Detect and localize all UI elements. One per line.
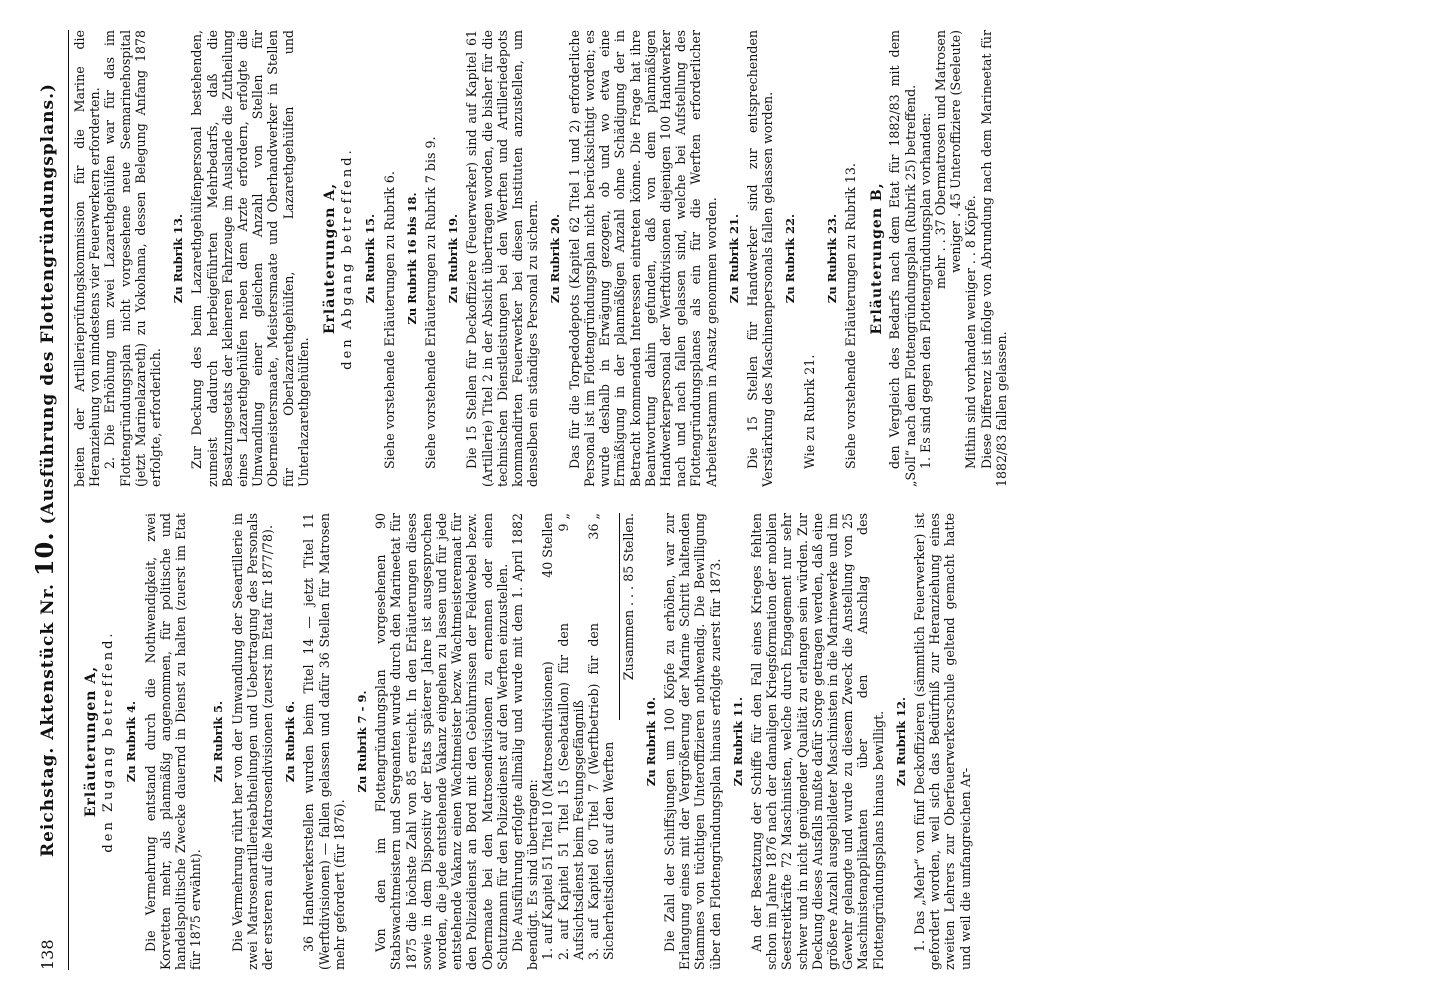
sum-row (619, 513, 636, 970)
list-item-value: 9 „ (555, 513, 571, 532)
paragraph: den Vergleich des Bedarfs nach dem Etat für 1882/83 mit dem „Soll“ nach dem Flottengründungsplan (Rubrik 25) betreffend. (887, 30, 918, 487)
paragraph: Die Zahl der Schiffsjungen um 100 Köpfe zu erhöhen, war zur Erlangung eines mit der Vergrößerung der Marine Schritt haltenden Stammes von tüchtigen Unteroffizieren nothwendig. Die Bewilligung über den Flottengründungsplan hinaus erfolgte zuerst für 1873. (661, 513, 723, 970)
rubrik-heading: Zu Rubrik 22. (783, 213, 798, 304)
rubrik-heading: Zu Rubrik 19. (446, 213, 461, 304)
list-item-text: 3. auf Kapitel 60 Titel 7 (Werftbetrieb) für den Sicherheitsdienst auf den Werften (586, 623, 617, 960)
rubrik-heading: Zu Rubrik 7 - 9. (355, 690, 370, 793)
section-heading: Erläuterungen A, (322, 182, 339, 335)
title-number: 10. (30, 531, 59, 577)
section-subheading: den Abgang betreffend. (340, 147, 356, 370)
rubrik-heading: Zu Rubrik 13. (171, 213, 186, 304)
page-number: 138 (38, 939, 57, 970)
calc-row: mehr . . 37 Obermatrosen und Matrosen (932, 30, 948, 289)
list-item (540, 513, 555, 960)
paragraph: Von den im Flottengründungsplan vorgesehenen 90 Stabswachtmeistern und Sergeanten wurde durch den Marineetat für 1875 die höchste Zahl von 85 erreicht. In den Erläuterungen dieses sowie in dem Dispositiv der Etats späterer Jahre ist ausgesprochen worden, die jede entstehende Vakanz eingehen zu lassen und für jede entstehende Vakanz einen Wachtmeister bezw. Wachtmeisteremaat für den Polizeidienst an Bord mit den Gebührnissen der Feldwebel bezw. Obermaate bei den Matrosendivisionen zu ernennen oder einen Schutzmann für den Polizeidienst auf den Werften einzustellen. (373, 513, 510, 970)
rubrik-heading: Zu Rubrik 21. (726, 213, 741, 304)
rubrik-heading: Zu Rubrik 12. (893, 696, 908, 787)
list-item-value: 40 Stellen (540, 513, 556, 578)
text-columns (72, 30, 1390, 970)
paragraph: 1. Es sind gegen den Flottengründungsplan vorhanden: (917, 112, 933, 469)
paragraph: Die 15 Stellen für Deckoffiziere (Feuerwerker) sind auf Kapitel 61 (Artillerie) Titel 2 in der Absicht übertragen worden, die bisher für die technischen Dienstleistungen bei den Werften und Artilleriedepots kommandirten Feuerwerker bei diesen Instituten anzustellen, um denselben ein ständiges Personal zu sichern. (464, 30, 541, 487)
section-subheading: den Zugang betreffend. (101, 630, 117, 853)
calc-row: weniger . 45 Unteroffiziere (Seeleute) (948, 30, 964, 273)
running-title (30, 30, 59, 910)
paragraph: Die Vermehrung entstand durch die Nothwendigkeit, zwei Korvetten mehr, als planmäßig angenommen, für politische und handelspolitische Zwecke dauernd in Dienst zu halten (zuerst im Etat für 1875 erwähnt). (142, 513, 204, 970)
rubrik-heading: Zu Rubrik 15. (363, 213, 378, 304)
list-item-text: 2. auf Kapitel 51 Titel 15 (Seebataillon) für den Aufsichtsdienst beim Festungsgefängniß (555, 623, 586, 960)
paragraph: An der Besatzung der Schiffe für den Fall eines Krieges fehlten schon im Jahre 1876 nach der damaligen Kriegsformation der mobilen Seestreitkräfte 72 Maschinisten, welche durch Engagement nur sehr schwer und in nicht genügender Qualität zu erlangen sein würden. Zur Deckung dieses Ausfalls mußte dafür Sorge getragen werden, daß eine größere Anzahl ausgebildeter Maschinisten in die Marinewerke und im Gewehr gelangte und wurde zu diesem Zweck die Anstellung von 25 Maschinistenapplikanten über den Anschlag des Flottengründungsplans hinaus bewilligt. (748, 513, 886, 970)
paragraph: Mithin sind vorhanden weniger . . 8 Köpfe. (963, 195, 979, 469)
paragraph: 1. Das „Mehr“ von fünf Deckoffizieren (sämmtlich Feuerwerker) ist gefordert worden, weil sich das Bedürfniß zur Heranziehung eines zweiten Lehrers zur Oberfeuerwerkerschule geltend gemacht hatte und weil die umfangreichen Ar- (911, 513, 973, 970)
paragraph: Diese Differenz ist infolge von Abrundung nach dem Marineetat für 1882/83 fallen gelassen. (978, 30, 1009, 487)
left-column (72, 513, 1390, 970)
rubrik-heading: Zu Rubrik 23. (824, 213, 839, 304)
page-header (30, 30, 69, 970)
paragraph: beiten der Artillerieprüfungskommission für die Marine die Heranziehung von mindestens vier Feuerwerkern erforderten. (72, 30, 103, 487)
rubrik-heading: Zu Rubrik 20. (548, 213, 563, 304)
title-prefix: Reichstag. Aktenstück Nr. (38, 583, 58, 858)
rubrik-heading: Zu Rubrik 6. (283, 700, 298, 783)
rubrik-heading: Zu Rubrik 4. (124, 700, 139, 783)
rubrik-heading: Zu Rubrik 10. (643, 696, 658, 787)
paragraph: Die 15 Stellen für Handwerker sind zur entsprechenden Verstärkung des Maschinenpersonals fallen gelassen worden. (744, 30, 776, 487)
paragraph: Zur Deckung des beim Lazarethgehülfenpersonal bestehenden, zumeist dadurch herbeigeführten Mehrbedarfs, daß die Besatzungsetats der kleineren Fahrzeuge im Auslande die Zutheilung eines Lazarethgehülfen neben dem Arzte erfordern, erfolgte die Umwandlung einer gleichen Anzahl von Stellen für Obermeistersmaate, Meistersmaate und Oberhandwerker in Stellen für Oberlazarethgehülfen, Lazarethgehülfen und Unterlazarethgehülfen. (189, 30, 311, 487)
rubrik-heading: Zu Rubrik 5. (211, 700, 226, 783)
paragraph: Die Ausführung erfolgte allmälig und wurde mit dem 1. April 1882 beendigt. Es sind übertragen: (510, 513, 541, 970)
list-item-text: 1. auf Kapitel 51 Titel 10 (Matrosendivisionen) (540, 661, 556, 960)
list-item-value: 36 „ (586, 513, 602, 540)
rubrik-heading: Zu Rubrik 11. (730, 696, 745, 787)
paragraph: Siehe vorstehende Erläuterungen zu Rubrik 7 bis 9. (423, 136, 439, 469)
section-heading: Erläuterungen B, (869, 182, 886, 335)
sum-total: Zusammen . . . 85 Stellen. (619, 513, 636, 720)
list-item (586, 513, 616, 960)
paragraph: Wie zu Rubrik 21. (801, 354, 817, 469)
rubrik-heading: Zu Rubrik 16 bis 18. (404, 192, 419, 325)
paragraph: Siehe vorstehende Erläuterungen zu Rubrik 13. (842, 163, 858, 469)
section-heading: Erläuterungen A, (83, 665, 99, 818)
paragraph: Die Vermehrung rührt her von der Umwandlung der Seeartillerie in zwei Matrosenartillerieabtheilungen und Uebertragung des Personals der ersteren auf die Matrosendivisionen (zuerst im Etat für 1877/78). (229, 513, 276, 970)
paragraph: 2. Die Erhöhung um zwei Lazarethgehülfen war für das im Flottengründungsplan nicht vorgesehene neue Seemarinehospital (jetzt Marinelazareth) zu Yokohama, dessen Belegung Anfang 1878 erfolgte, erforderlich. (102, 30, 164, 487)
title-suffix: (Ausführung des Flottengründungsplans.) (38, 82, 58, 525)
digitization-credit (1408, 6, 1432, 994)
list-item (556, 513, 586, 960)
right-column (72, 30, 1390, 487)
paragraph: 36 Handwerkerstellen wurden beim Titel 14 — jetzt Titel 11 (Werftdivisionen) — fallen gelassen und dafür 36 Stellen für Matrosen mehr gefordert (für 1876). (301, 513, 347, 970)
paragraph: Siehe vorstehende Erläuterungen zu Rubrik 6. (381, 171, 397, 469)
paragraph: Das für die Torpedodepots (Kapitel 62 Titel 1 und 2) erforderliche Personal ist im Flottengründungsplan nicht berücksichtigt worden; es wurde deshalb in Erwägung gezogen, ob und wo etwa eine Ermäßigung in der planmäßigen Anzahl ohne Schädigung der in Betracht kommenden Interessen eintreten könne. Die Frage hat ihre Beantwortung dahin gefunden, daß von dem planmäßigen Handwerkerpersonal der Werftdivisionen diejenigen 100 Handwerker nach und nach fallen gelassen sind, welche bei Aufstellung des Flottengründungsplanes als ein für die Werften erforderlicher Arbeiterstamm in Ansatz genommen worden. (566, 30, 719, 487)
